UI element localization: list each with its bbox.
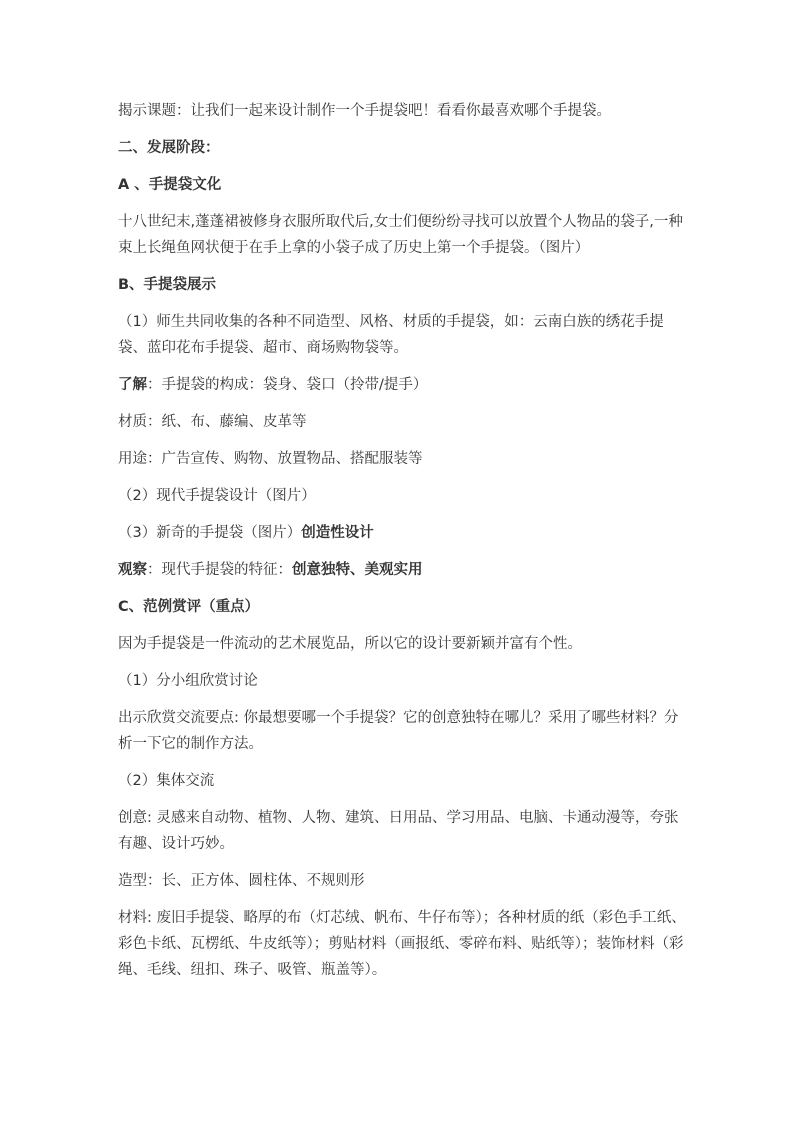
section-heading-development: 二、发展阶段： xyxy=(118,140,220,156)
exhibit-intro-paragraph: 因为手提袋是一件流动的艺术展览品，所以它的设计要新颖并富有个性。 xyxy=(118,636,582,652)
subheading-c: C、范例赏评（重点） xyxy=(118,599,260,615)
novel-bags-paragraph xyxy=(118,520,688,546)
group-discussion-paragraph: （1）分小组欣赏讨论 xyxy=(118,673,258,689)
observe-features: 创意独特、美观实用 xyxy=(292,562,423,578)
understand-label: 了解 xyxy=(118,377,147,393)
understand-text: ：手提袋的构成：袋身、袋口（拎带/提手） xyxy=(147,377,428,393)
creative-design-text: 创造性设计 xyxy=(301,525,374,541)
topic-reveal-paragraph: 揭示课题：让我们一起来设计制作一个手提袋吧！看看你最喜欢哪个手提袋。 xyxy=(118,103,611,119)
subheading-b: B、手提袋展示 xyxy=(118,277,217,293)
observe-label: 观察 xyxy=(118,562,147,578)
collective-exchange-paragraph: （2）集体交流 xyxy=(118,773,215,789)
document-body xyxy=(118,98,688,994)
shape-paragraph: 造型：长、正方体、圆柱体、不规则形 xyxy=(118,873,365,889)
material-paragraph: 材质：纸、布、藤编、皮革等 xyxy=(118,414,307,430)
history-paragraph: 十八世纪末,蓬蓬裙被修身衣服所取代后,女士们便纷纷寻找可以放置个人物品的袋子,一种束上长绳鱼网状便于在手上拿的小袋子成了历史上第一个手提袋。（图片） xyxy=(118,214,683,256)
novel-bags-text: （3）新奇的手提袋（图片） xyxy=(118,525,302,541)
use-paragraph: 用途：广告宣传、购物、放置物品、搭配服装等 xyxy=(118,451,423,467)
creativity-paragraph: 创意: 灵感来自动物、植物、人物、建筑、日用品、学习用品、电脑、卡通动漫等，夸张有趣、设计巧妙。 xyxy=(118,810,679,852)
modern-design-paragraph: （2）现代手提袋设计（图片） xyxy=(118,488,316,504)
observe-paragraph xyxy=(118,557,688,583)
materials-paragraph: 材料: 废旧手提袋、略厚的布（灯芯绒、帆布、牛仔布等）；各种材质的纸（彩色手工纸、彩色卡纸、瓦楞纸、牛皮纸等）；剪贴材料（画报纸、零碎布料、贴纸等）；装饰材料（彩绳、毛线、纽扣、珠子、吸管、瓶盖等）。 xyxy=(118,910,686,978)
subheading-a: A 、手提袋文化 xyxy=(118,177,222,193)
observe-text: ：现代手提袋的特征： xyxy=(147,562,292,578)
collection-paragraph: （1）师生共同收集的各种不同造型、风格、材质的手提袋，如：云南白族的绣花手提袋、蓝印花布手提袋、超市、商场购物袋等。 xyxy=(118,314,664,356)
discussion-points-paragraph: 出示欣赏交流要点: 你最想要哪一个手提袋？它的创意独特在哪儿？采用了哪些材料？分析一下它的制作方法。 xyxy=(118,710,679,752)
understand-paragraph xyxy=(118,372,688,398)
